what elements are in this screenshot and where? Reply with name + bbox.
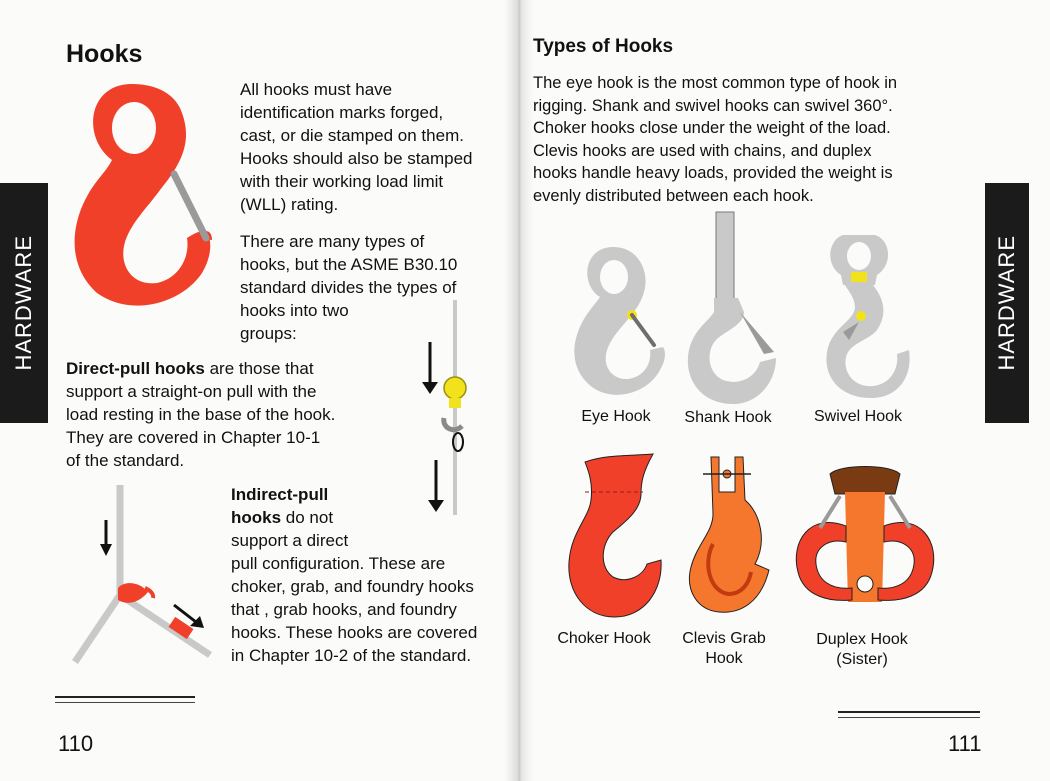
indirect-pull-paragraph: Indirect-pull hooks do not support a direct pull configuration. These are choker, grab, and foundry hooks that , grab hooks, and foundry hooks. These hooks are covered in Chapter 10-2 of the standard. <box>231 485 478 665</box>
groups-paragraph: There are many types of hooks, but the ASME B30.10 standard divides the types of hooks into two groups: <box>240 232 458 343</box>
clevis-grab-hook-icon <box>683 452 783 622</box>
left-page <box>0 0 518 781</box>
section-heading: Types of Hooks <box>533 36 674 57</box>
direct-pull-paragraph: Direct-pull hooks are those that support a straight-on pull with the load resting in the base of the hook. They are covered in Chapter 10-1 of the standard. <box>66 359 336 470</box>
eye-hook-caption: Eye Hook <box>581 408 651 425</box>
duplex-hook-caption: Duplex Hook (Sister) <box>816 631 908 668</box>
clevis-grab-hook-caption: Clevis Grab Hook <box>682 630 766 667</box>
eye-hook-illustration <box>62 78 222 318</box>
types-intro-paragraph: The eye hook is the most common type of hook in rigging. Shank and swivel hooks can swivel 360°. Choker hooks close under the weight of the load. Clevis hooks are used with chains, and duplex hooks handle heavy loads, provided the weight is evenly distributed between each hook. <box>533 74 898 205</box>
choker-hook-caption: Choker Hook <box>557 630 651 647</box>
page-heading: Hooks <box>66 40 143 68</box>
eye-hook-icon <box>568 245 668 405</box>
choker-hook-icon <box>563 452 663 622</box>
indirect-pull-illustration <box>70 480 220 670</box>
footer-rule-thin <box>838 717 980 718</box>
footer-rule <box>838 711 980 713</box>
shank-hook-icon <box>678 212 778 407</box>
book-gutter <box>505 0 533 781</box>
footer-rule <box>55 696 195 698</box>
footer-rule-thin <box>55 702 195 703</box>
right-page <box>518 0 1050 781</box>
intro-paragraph: All hooks must have identification marks forged, cast, or die stamped on them. Hooks should also be stamped with their working load limit (WLL) rating. <box>240 80 473 214</box>
section-tab-right: HARDWARE <box>985 183 1029 423</box>
section-tab-left: HARDWARE <box>0 183 48 423</box>
duplex-hook-icon <box>790 462 940 617</box>
swivel-hook-icon <box>813 230 913 400</box>
swivel-hook-caption: Swivel Hook <box>813 408 903 425</box>
page-number: 111 <box>948 731 982 756</box>
shank-hook-caption: Shank Hook <box>684 409 772 426</box>
page-number: 110 <box>58 731 94 756</box>
